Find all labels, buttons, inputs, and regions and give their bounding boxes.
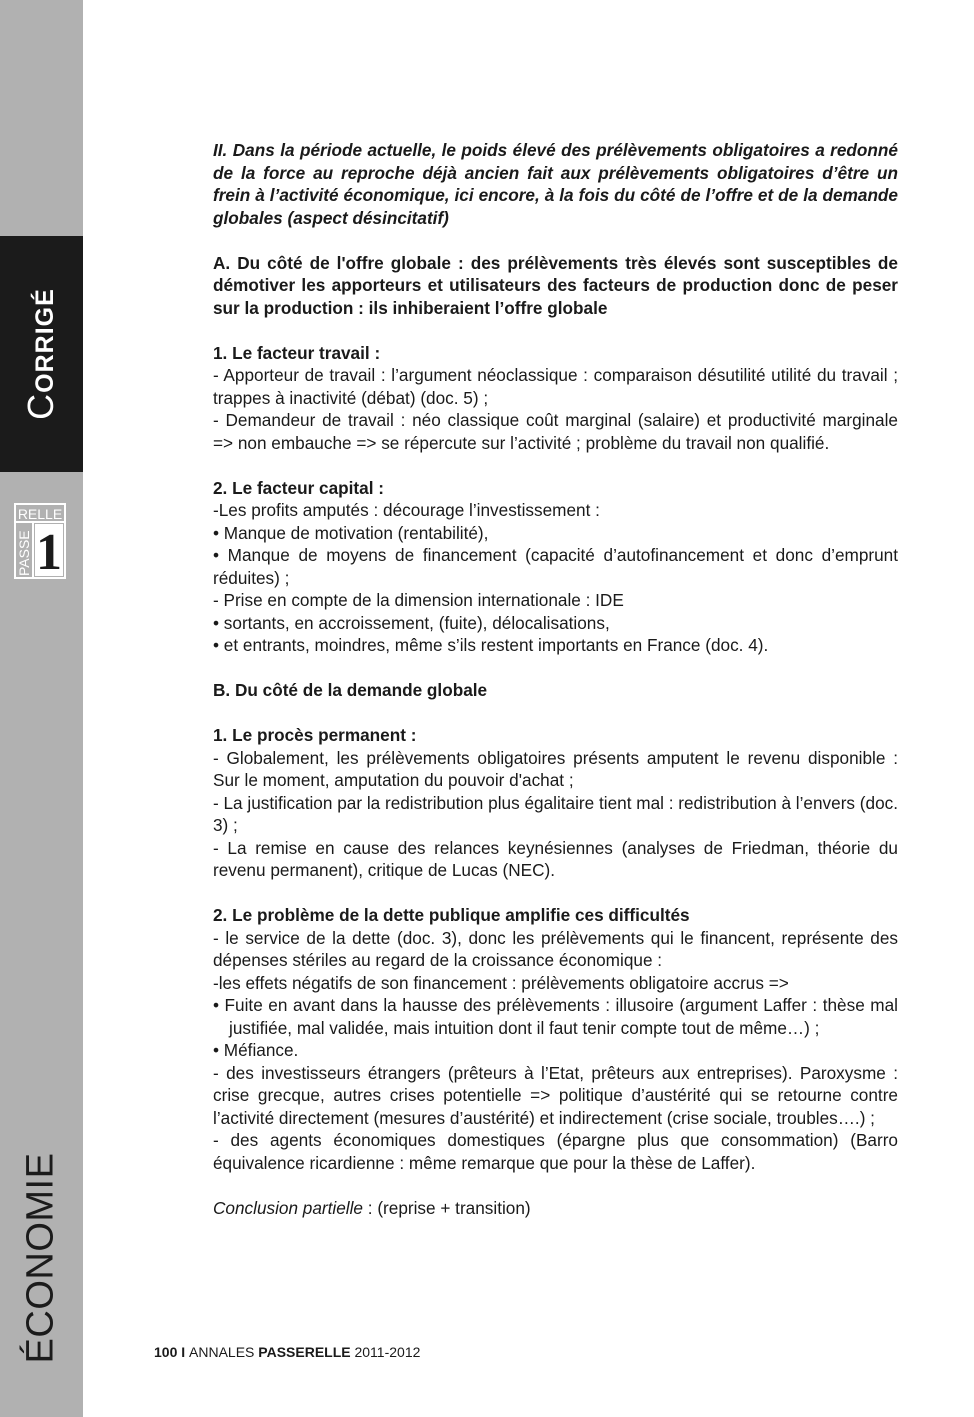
logo-side-text: PASSE (16, 530, 32, 576)
a2-bullet-2: • Manque de moyens de financement (capacité d’autofinancement et donc d’emprunt réduites) ; (213, 545, 898, 588)
conclusion (213, 1197, 898, 1220)
intro-heading: II. Dans la période actuelle, le poids élevé des prélèvements obligatoires a redonné de la force au reproche déjà ancien fait aux prélèvements obligatoires d’être un frein à l’activité économique, ici encore, à la fois du côté de l’offre et de la demande globales (aspect désincitatif) (213, 140, 898, 228)
section-b-heading: B. Du côté de la demande globale (213, 680, 488, 700)
footer-years: 2011-2012 (350, 1344, 421, 1360)
page-number: 100 (154, 1344, 178, 1360)
b1-paragraph-1: - Globalement, les prélèvements obligatoires présents amputent le revenu disponible : Sur le moment, amputation du pouvoir d'achat ; (213, 747, 898, 790)
b1-paragraph-3: - La remise en cause des relances keynésiennes (analyses de Friedman, théorie du revenu permanent), critique de Lucas (NEC). (213, 837, 898, 880)
a2-bullet-1: • Manque de motivation (rentabilité), (213, 522, 489, 543)
a2-paragraph-2: - Prise en compte de la dimension internationale : IDE (213, 590, 624, 610)
conclusion-label: Conclusion partielle (213, 1197, 363, 1218)
b2-bullet-1: • Fuite en avant dans la hausse des prélèvements : illusoire (argument Laffer : thèse mal justifiée, mal validée, mais intuition dont il faut tenir compte tout de même…) ; (213, 995, 898, 1038)
b1-paragraph-2: - La justification par la redistribution plus égalitaire tient mal : redistribution à l’envers (doc. 3) ; (213, 792, 898, 835)
passerelle-1-logo (14, 503, 66, 579)
b2-paragraph-1: - le service de la dette (doc. 3), donc les prélèvements qui le financent, représente des dépenses stériles au regard de la croissance économique : (213, 927, 898, 970)
logo-top-text: RELLE (17, 506, 63, 522)
b1-title: 1. Le procès permanent : (213, 725, 417, 745)
footer-annales: ANNALES (189, 1344, 259, 1360)
a2-bullet-3: • sortants, en accroissement, (fuite), délocalisations, (213, 612, 610, 633)
b2-paragraph-2: -les effets négatifs de son financement : prélèvements obligatoire accrus => (213, 972, 789, 993)
subject-label: ÉCONOMIE (19, 1152, 62, 1364)
a2-paragraph-1: -Les profits amputés : décourage l’investissement : (213, 500, 600, 520)
section-a-heading: A. Du côté de l'offre globale : des prélèvements très élevés sont susceptibles de démotiver les apporteurs et utilisateurs des facteurs de production donc de peser sur la production : ils inhiberaient l’offre globale (213, 252, 898, 318)
a1-title: 1. Le facteur travail : (213, 342, 381, 363)
b2-paragraph-4: - des agents économiques domestiques (épargne plus que consommation) (Barro équivalence ricardienne : même remarque que pour la thèse de Laffer). (213, 1130, 898, 1173)
document-body (213, 139, 898, 1219)
a2-bullet-4: • et entrants, moindres, même s’ils restent importants en France (doc. 4). (213, 635, 769, 655)
b2-title: 2. Le problème de la dette publique amplifie ces difficultés (213, 905, 690, 925)
b2-paragraph-3: - des investisseurs étrangers (prêteurs à l’Etat, prêteurs aux entreprises). Paroxysme : crise grecque, autres crises potentielle => politique d’austérité qui se retourne contre l’activité directement (mesures d’austérité) et indirectement (crise sociale, troubles….) ; (213, 1062, 898, 1128)
corrige-label: CORRIGÉ (20, 288, 61, 420)
conclusion-text: : (reprise + transition) (363, 1197, 531, 1218)
a1-paragraph-1: - Apporteur de travail : l’argument néoclassique : comparaison désutilité utilité du travail ; trappes à inactivité (débat) (doc. 5) ; (213, 365, 898, 408)
footer-separator: I (177, 1344, 190, 1360)
a2-title: 2. Le facteur capital : (213, 477, 384, 498)
logo-number: 1 (36, 524, 62, 579)
footer-brand: PASSERELLE (258, 1344, 351, 1360)
b2-bullet-2: • Méfiance. (213, 1040, 299, 1060)
a1-paragraph-2: - Demandeur de travail : néo classique coût marginal (salaire) et productivité marginale => non embauche => se répercute sur l’activité ; problème du travail non qualifié. (213, 410, 898, 453)
page-footer (154, 1344, 420, 1360)
